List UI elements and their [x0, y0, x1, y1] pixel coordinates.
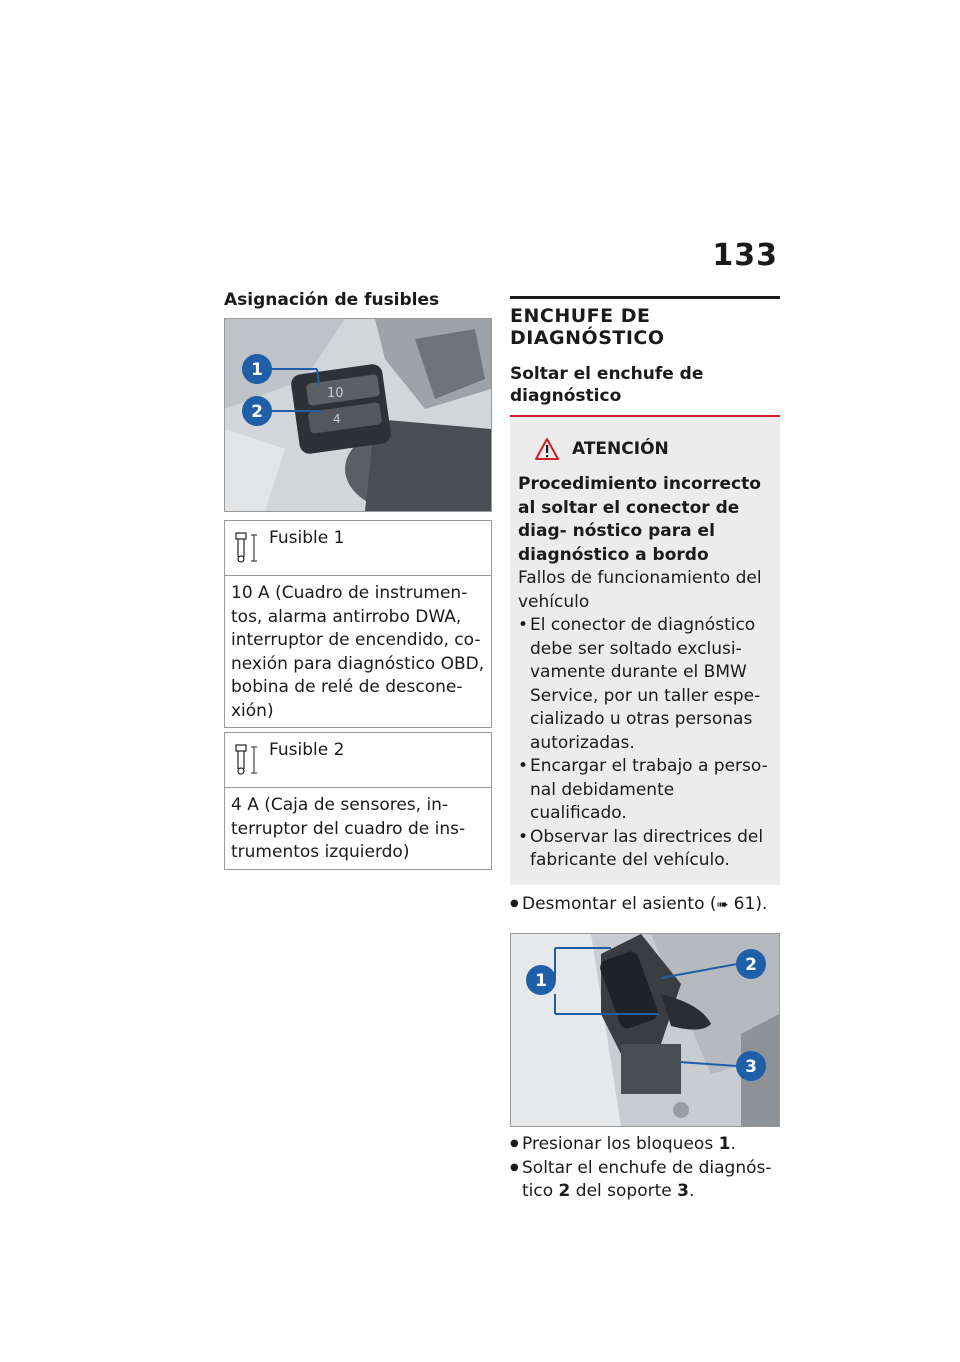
left-column	[224, 290, 492, 870]
diagnostic-plug-illustration	[511, 934, 779, 1126]
callout-3-label: 3	[745, 1057, 757, 1077]
warning-box	[510, 415, 780, 885]
warning-title	[518, 437, 772, 461]
fuse-2-header	[225, 733, 491, 788]
fuse-2-block	[224, 732, 492, 870]
fuse-icon	[225, 521, 269, 575]
right-column	[510, 296, 780, 1204]
list-item: • Encargar el trabajo a perso- nal debidamente cualificado.	[518, 755, 772, 826]
fuse-icon	[225, 733, 269, 787]
warning-triangle-icon	[534, 437, 560, 461]
callout-1-label: 1	[535, 971, 547, 991]
step-press-locks: ● Presionar los bloqueos 1.	[510, 1133, 780, 1157]
fuse-2-title: Fusible 2	[269, 740, 345, 760]
fuse-1-header	[225, 521, 491, 576]
fuse-1-block	[224, 520, 492, 728]
svg-text:10: 10	[327, 386, 344, 401]
warning-text: Fallos de funcionamiento del vehículo	[518, 568, 762, 612]
svg-text:4: 4	[333, 412, 341, 426]
callout-2-label: 2	[745, 955, 757, 975]
callout-2-label: 2	[251, 402, 263, 422]
fuse-box-illustration	[225, 319, 491, 511]
list-item: • Observar las directrices del fabricante del vehículo.	[518, 826, 772, 873]
section-subheading: Soltar el enchufe de diagnóstico	[510, 364, 704, 406]
fuse-1-title: Fusible 1	[269, 528, 345, 548]
fuse-assignment-heading: Asignación de fusibles	[224, 290, 440, 310]
warning-bullets	[518, 614, 772, 873]
fuse-1-description: 10 A (Cuadro de instrumen- tos, alarma antirrobo DWA, interruptor de encendido, co- nexión para diagnóstico OBD, bobina de relé de descone- xión)	[231, 583, 485, 721]
warning-heading: Procedimiento incorrecto al soltar el conector de diag- nóstico para el diagnóstico a bordo	[518, 474, 761, 565]
page-reference[interactable]: 61).	[728, 893, 768, 914]
page-reference-arrow-icon: ➠	[716, 896, 729, 913]
warning-label: ATENCIÓN	[572, 439, 669, 459]
list-item: • El conector de diagnóstico debe ser soltado exclusi- vamente durante el BMW Service, por un taller espe- cializado u otras personas autorizadas.	[518, 614, 772, 755]
step-remove-seat: ● Desmontar el asiento (➠ 61).	[510, 893, 780, 918]
diagnostic-plug-figure	[510, 933, 780, 1127]
callout-1-label: 1	[251, 360, 263, 380]
chapter-heading: ENCHUFE DE DIAGNÓSTICO	[510, 296, 780, 349]
fuse-2-description: 4 A (Caja de sensores, in- terruptor del cuadro de ins- trumentos izquierdo)	[231, 795, 466, 862]
fuse-box-figure	[224, 318, 492, 512]
step-release-plug: ● Soltar el enchufe de diagnós- tico 2 del soporte 3.	[510, 1157, 780, 1204]
page-number: 133	[712, 238, 778, 273]
